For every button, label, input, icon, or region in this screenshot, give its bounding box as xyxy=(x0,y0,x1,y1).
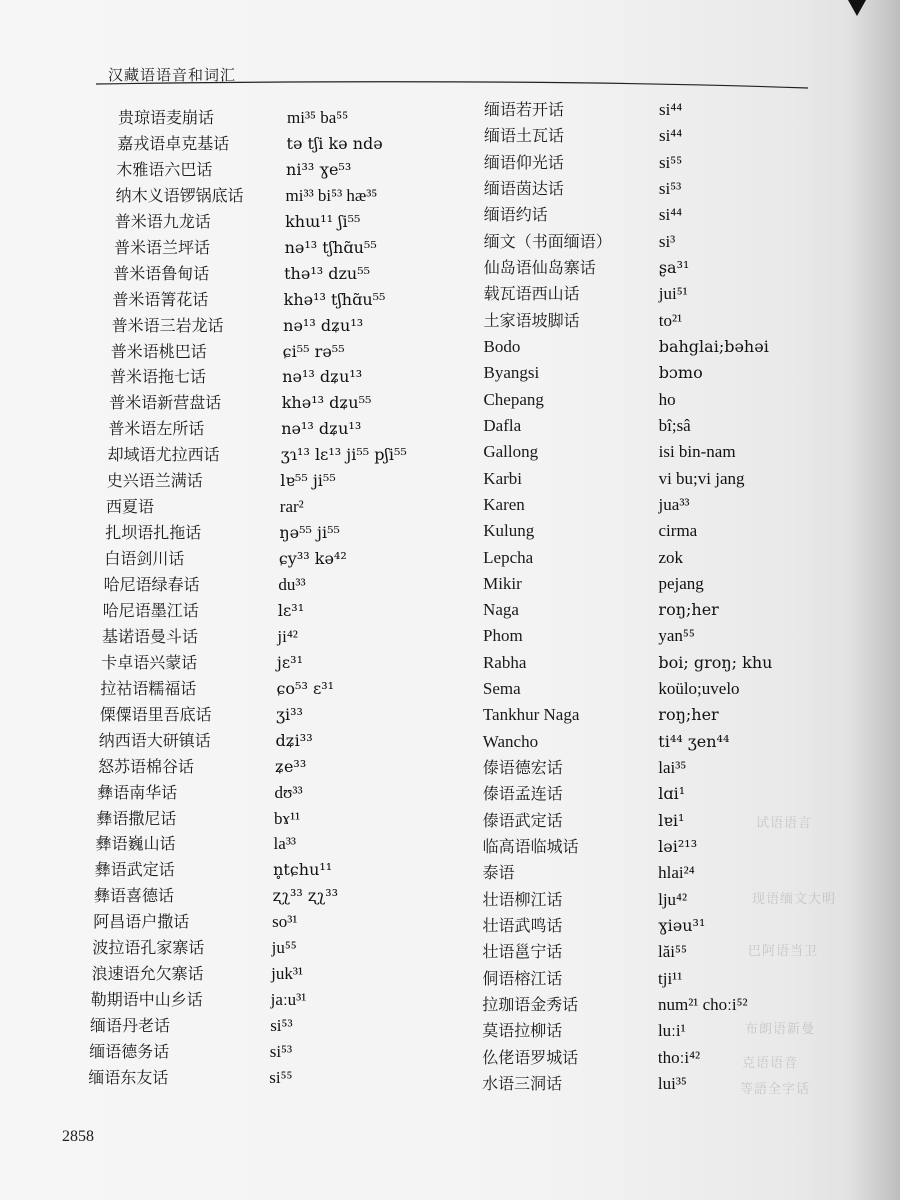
language-name: 壮语武鸣话 xyxy=(482,916,563,936)
language-name: 普米语左所话 xyxy=(108,419,205,439)
language-name: 勒期语中山乡话 xyxy=(90,990,203,1010)
language-name: 哈尼语墨江话 xyxy=(102,600,199,620)
language-name: 普米语鲁甸话 xyxy=(113,263,210,283)
word-form: ʂa³¹ xyxy=(658,257,690,277)
language-name: Byangsi xyxy=(483,363,540,383)
language-name: 纳西语大研镇话 xyxy=(98,730,211,750)
word-form: jua³³ xyxy=(658,494,690,514)
language-name: 临高语临城话 xyxy=(482,837,579,857)
word-form: hlai²⁴ xyxy=(658,863,695,883)
word-form: boi; groŋ; khu xyxy=(658,652,773,672)
entry-row xyxy=(0,151,900,175)
word-form: si⁴⁴ xyxy=(659,100,683,119)
language-name: 傣语孟连话 xyxy=(482,784,563,804)
word-form: si⁵⁵ xyxy=(269,1068,293,1087)
language-name: 壮语柳江话 xyxy=(482,889,563,909)
entry-row xyxy=(0,414,900,438)
language-name: Naga xyxy=(483,600,519,620)
entry-row xyxy=(0,1046,900,1070)
language-name: 缅语仰光话 xyxy=(483,152,564,172)
word-form: ʐʅ³³ ʐʅ³³ xyxy=(272,886,339,906)
language-name: 纳木义语锣锅底话 xyxy=(115,185,244,205)
language-name: 傈僳语里吾底话 xyxy=(99,704,212,724)
language-name: 普米语三岩龙话 xyxy=(111,315,224,335)
word-form: lɐ⁵⁵ ji⁵⁵ xyxy=(280,471,336,491)
language-name: Gallong xyxy=(483,442,539,462)
word-form: ni³³ ɣe⁵³ xyxy=(286,159,352,179)
word-form: cirma xyxy=(658,521,698,541)
bleed-through-text: 现语缅文大明 xyxy=(752,892,837,907)
language-name: 彝语撒尼话 xyxy=(96,808,177,828)
word-form: luːi¹ xyxy=(657,1021,686,1041)
entry-row xyxy=(0,203,900,227)
word-form: ɕi⁵⁵ rə⁵⁵ xyxy=(282,341,345,361)
running-head: 汉藏语语音和词汇 xyxy=(108,66,237,84)
language-name: 普米语拖七话 xyxy=(110,367,207,387)
word-form: juk³¹ xyxy=(271,964,304,984)
entry-row xyxy=(0,1072,900,1096)
language-name: 波拉语孔家寨话 xyxy=(92,938,205,958)
word-form: lɑi¹ xyxy=(658,784,686,804)
language-name: Phom xyxy=(483,626,523,646)
word-form: si⁵³ xyxy=(658,178,682,198)
entry-row xyxy=(0,809,900,833)
language-name: Karbi xyxy=(483,468,523,488)
word-form: nə¹³ dʑu¹³ xyxy=(281,419,362,439)
word-form: ho xyxy=(658,389,676,409)
word-form: mi³³ bi⁵³ hæ³⁵ xyxy=(285,185,378,205)
language-name: 缅语若开话 xyxy=(484,100,565,119)
word-form: roŋ;her xyxy=(658,600,719,620)
entry-row xyxy=(0,703,900,727)
language-name: 壮语邕宁话 xyxy=(482,942,563,962)
language-name: Kulung xyxy=(483,521,535,541)
word-form: to²¹ xyxy=(658,310,683,330)
language-name: 普米语九龙话 xyxy=(114,211,211,231)
word-form: ɕy³³ kə⁴² xyxy=(278,549,347,569)
entry-row xyxy=(0,730,900,754)
word-form: ju⁵⁵ xyxy=(271,938,297,958)
entry-row xyxy=(0,967,900,991)
language-name: Karen xyxy=(483,494,525,514)
word-form: thə¹³ dzu⁵⁵ xyxy=(284,263,371,283)
word-form: ŋə⁵⁵ ji⁵⁵ xyxy=(279,523,340,543)
language-name: 彝语巍山话 xyxy=(95,834,176,854)
language-name: 仙岛语仙岛寨话 xyxy=(483,257,596,277)
language-name: Mikir xyxy=(483,573,522,593)
word-form: pejang xyxy=(658,573,704,593)
word-form: khə¹³ dʑu⁵⁵ xyxy=(281,393,372,413)
language-name: 缅语约话 xyxy=(483,205,548,225)
entry-row xyxy=(0,493,900,517)
entry-row xyxy=(0,256,900,280)
entry-row xyxy=(0,651,900,675)
entry-row xyxy=(0,572,900,596)
language-name: 缅语东友话 xyxy=(88,1068,169,1087)
word-form: ɕo⁵³ ɛ³¹ xyxy=(276,678,335,698)
word-form: num²¹ choːi⁵² xyxy=(657,995,748,1015)
language-name: 普米语箐花话 xyxy=(112,289,209,309)
word-form: khə¹³ tʃhɑ̃u⁵⁵ xyxy=(283,289,386,309)
bleed-through-text: 克语语音 xyxy=(742,1056,799,1071)
word-form: rar² xyxy=(279,497,304,517)
language-name: 彝语武定话 xyxy=(94,860,175,880)
language-name: Dafla xyxy=(483,415,522,435)
entry-row xyxy=(0,756,900,780)
word-form: koülo;uvelo xyxy=(658,679,740,699)
entry-row xyxy=(0,677,900,701)
entry-row xyxy=(0,519,900,543)
word-form: jaːu³¹ xyxy=(270,990,307,1010)
language-name: Wancho xyxy=(482,731,539,751)
language-name: 普米语新营盘话 xyxy=(109,393,222,413)
language-name: 嘉戎语卓克基话 xyxy=(117,133,230,153)
entry-row xyxy=(0,888,900,912)
word-form: si⁴⁴ xyxy=(658,205,683,225)
language-name: 拉祜语糯福话 xyxy=(100,678,197,698)
word-form: roŋ;her xyxy=(658,705,719,725)
word-form: lui³⁵ xyxy=(657,1074,687,1093)
language-name: Bodo xyxy=(483,336,521,356)
word-form: mi³⁵ ba⁵⁵ xyxy=(287,108,349,127)
language-name: 扎坝语扎拖话 xyxy=(105,523,202,543)
word-form: bahglai;bəhəi xyxy=(658,336,769,356)
language-name: 侗语榕江话 xyxy=(482,968,563,988)
word-form: n̥tɕhu¹¹ xyxy=(273,860,333,880)
entry-row xyxy=(0,309,900,333)
word-form: dʑi³³ xyxy=(275,730,313,750)
word-form: si³ xyxy=(658,231,676,251)
word-form: lɐi¹ xyxy=(658,810,685,830)
bleed-through-text: 试语语言 xyxy=(756,816,813,831)
word-form: zok xyxy=(658,547,684,567)
bleed-through-text: 巴阿语当卫 xyxy=(748,944,819,959)
page-number: 2858 xyxy=(62,1128,94,1145)
word-form: ji⁴² xyxy=(277,626,298,646)
word-form: so³¹ xyxy=(272,912,298,932)
word-form: ʑe³³ xyxy=(275,756,307,776)
word-form: tə tʃi kə ndə xyxy=(286,133,383,153)
word-form: thoːi⁴² xyxy=(657,1047,701,1067)
word-form: si⁴⁴ xyxy=(658,126,683,146)
language-name: 拉珈语金秀话 xyxy=(482,995,579,1015)
corner-tab-mark xyxy=(848,0,866,16)
language-name: 基诺语曼斗话 xyxy=(102,626,199,646)
language-name: Chepang xyxy=(483,389,544,409)
entry-row xyxy=(0,940,900,964)
word-form: si⁵³ xyxy=(269,1042,293,1062)
language-name: 史兴语兰满话 xyxy=(106,471,203,491)
entry-row xyxy=(0,335,900,359)
word-form: ti⁴⁴ ʒen⁴⁴ xyxy=(658,731,730,751)
language-name: 仫佬语罗城话 xyxy=(482,1047,579,1067)
entry-row xyxy=(0,361,900,385)
language-name: 卡卓语兴蒙话 xyxy=(101,652,198,672)
word-form: nə¹³ tʃhɑ̃u⁵⁵ xyxy=(284,237,377,257)
word-form: tji¹¹ xyxy=(658,968,683,988)
word-form: nə¹³ dʑu¹³ xyxy=(282,367,363,387)
bleed-through-text: 等語全字话 xyxy=(740,1082,811,1097)
word-form: la³³ xyxy=(273,834,297,854)
language-name: 缅语茵达话 xyxy=(483,178,564,198)
entry-row xyxy=(0,124,900,148)
word-form: nə¹³ dʑu¹³ xyxy=(283,315,364,335)
word-form: ʒi³³ xyxy=(275,704,303,724)
word-form: lăi⁵⁵ xyxy=(658,942,687,962)
word-form: dʊ³³ xyxy=(274,782,303,802)
entry-row xyxy=(0,440,900,464)
language-name: 缅语德务话 xyxy=(89,1042,170,1062)
language-name: 贵琼语麦崩话 xyxy=(118,108,215,127)
entry-row xyxy=(0,782,900,806)
language-name: 西夏语 xyxy=(106,497,155,517)
entry-row xyxy=(0,177,900,201)
entry-row xyxy=(0,98,900,122)
language-name: 缅语土瓦话 xyxy=(483,126,564,146)
word-form: vi bu;vi jang xyxy=(658,468,745,488)
word-form: bɔmo xyxy=(658,363,703,383)
bleed-through-text: 布朗语新曼 xyxy=(745,1022,816,1037)
language-name: 却域语尤拉西话 xyxy=(107,445,220,465)
entry-row xyxy=(0,467,900,491)
word-form: lɛ³¹ xyxy=(277,600,305,620)
language-name: 白语剑川话 xyxy=(104,549,185,569)
language-name: 泰语 xyxy=(482,863,515,883)
entry-row xyxy=(0,282,900,306)
word-form: ɣiəu³¹ xyxy=(658,916,706,936)
language-name: 傣语德宏话 xyxy=(482,758,563,778)
language-name: 怒苏语棉谷话 xyxy=(98,756,195,776)
language-name: Lepcha xyxy=(483,547,534,567)
word-form: bɤ¹¹ xyxy=(274,808,301,828)
language-name: 彝语喜德话 xyxy=(94,886,175,906)
language-name: Rabha xyxy=(482,652,527,672)
language-name: 阿昌语户撒话 xyxy=(93,912,190,932)
language-name: 水语三洞话 xyxy=(482,1074,563,1093)
language-name: Sema xyxy=(482,679,521,699)
language-name: 普米语桃巴话 xyxy=(110,341,207,361)
word-form: bî;sâ xyxy=(658,415,691,435)
entry-row xyxy=(0,914,900,938)
entry-row xyxy=(0,993,900,1017)
word-form: khɯ¹¹ ʃi⁵⁵ xyxy=(285,211,361,231)
entry-row xyxy=(0,1019,900,1043)
word-form: yan⁵⁵ xyxy=(658,626,695,646)
entry-row xyxy=(0,546,900,570)
language-name: 哈尼语绿春话 xyxy=(103,575,200,595)
word-form: ʒɿ¹³ lɛ¹³ ji⁵⁵ pʃi⁵⁵ xyxy=(280,445,407,465)
language-name: 缅文（书面缅语） xyxy=(483,231,612,251)
language-name: 普米语兰坪话 xyxy=(114,237,211,257)
word-form: lai³⁵ xyxy=(658,758,687,778)
language-name: 彝语南华话 xyxy=(97,782,178,802)
entry-row xyxy=(0,861,900,885)
word-form: isi bin-nam xyxy=(658,442,736,462)
language-name: Tankhur Naga xyxy=(482,705,580,725)
language-name: 载瓦语西山话 xyxy=(483,284,580,304)
word-form: ləi²¹³ xyxy=(658,837,698,857)
language-name: 傣语武定话 xyxy=(482,810,563,830)
language-name: 莫语拉柳话 xyxy=(482,1021,563,1041)
word-form: si⁵⁵ xyxy=(658,152,683,172)
entry-row xyxy=(0,598,900,622)
language-name: 缅语丹老话 xyxy=(90,1016,171,1036)
word-form: jɛ³¹ xyxy=(276,652,303,672)
header-rule xyxy=(96,62,808,92)
language-name: 木雅语六巴话 xyxy=(116,159,213,179)
word-form: du³³ xyxy=(278,575,306,595)
entry-row xyxy=(0,624,900,648)
word-form: lju⁴² xyxy=(658,889,688,909)
word-form: jui⁵¹ xyxy=(658,284,688,304)
entry-row xyxy=(0,388,900,412)
entry-row xyxy=(0,835,900,859)
language-name: 浪速语允欠寨话 xyxy=(91,964,204,984)
word-form: si⁵³ xyxy=(270,1016,293,1036)
language-name: 土家语坡脚话 xyxy=(483,310,580,330)
entry-row xyxy=(0,230,900,254)
